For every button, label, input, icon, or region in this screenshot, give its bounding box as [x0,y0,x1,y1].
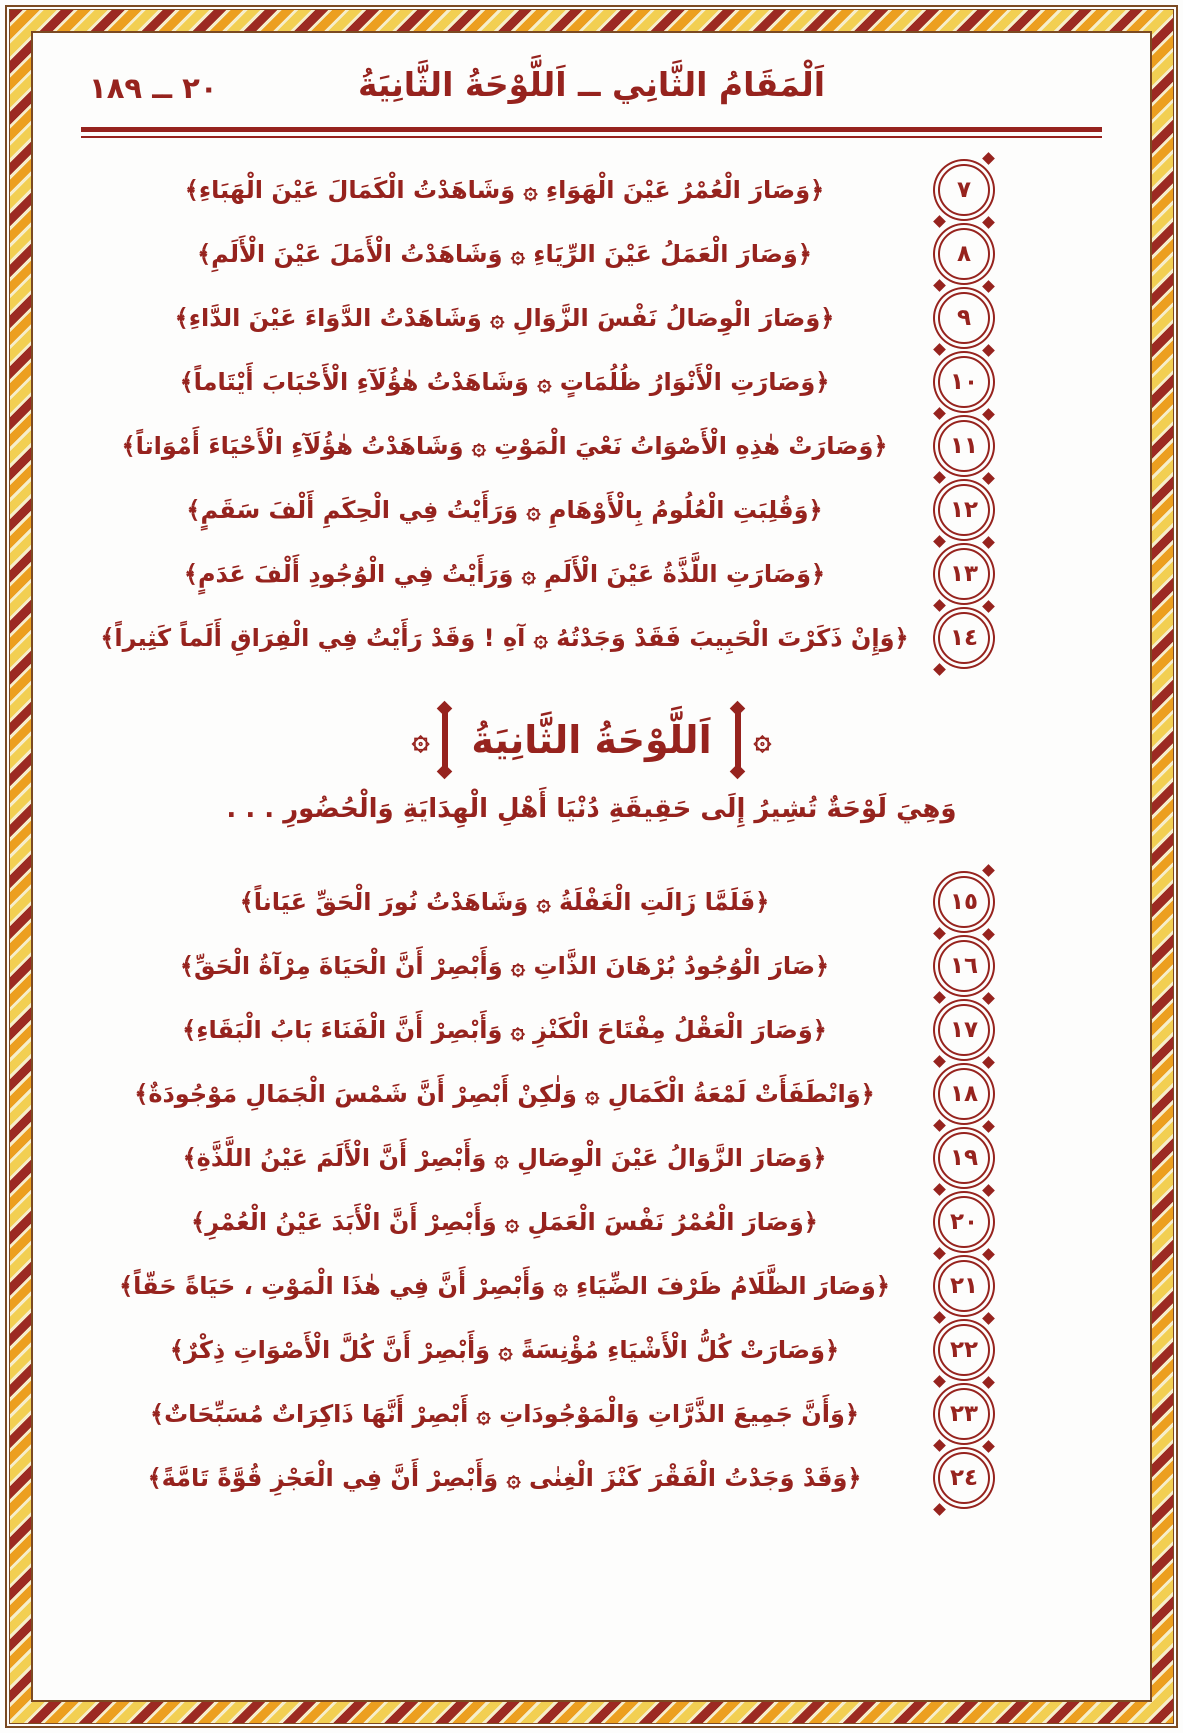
verse-number-medallion [938,1388,990,1440]
verse-number-medallion [938,1196,990,1248]
verse-text: ﴿وَصَارَ الْوِصَالُ نَفْسَ الزَّوَالِ ۞ وَشَاهَدْتُ الدَّوَاءَ عَيْنَ الدَّاءِ﴾ [174,303,835,332]
verse-number: ١٣ [949,560,979,587]
verse-row [81,1382,1102,1446]
verse-number-medallion [938,356,990,408]
verse-number: ٢٤ [949,1464,979,1491]
verse-row [81,1254,1102,1318]
rosette-icon: ۞ [753,722,772,757]
verse-number-medallion [938,1132,990,1184]
verse-row [81,934,1102,998]
verse-text: ﴿وَصَارَ الْعُمْرُ نَفْسَ الْعَمَلِ ۞ وَأَبْصِرْ أَنَّ الْأَبَدَ عَيْنُ الْعُمْرِ﴾ [191,1207,818,1236]
verse-row [81,1446,1102,1510]
verse-text: ﴿وَصَارَ الْعَقْلُ مِفْتَاحَ الْكَنْزِ ۞ وَأَبْصِرْ أَنَّ الْفَنَاءَ بَابُ الْبَقَاءِ﴾ [182,1015,827,1044]
verse-number-medallion [938,228,990,280]
rosette-icon: ۞ [411,722,430,757]
verse-row [81,1318,1102,1382]
ornament-bar-right [735,712,741,768]
verse-text: ﴿وَصَارَ الْعُمْرُ عَيْنَ الْهَوَاءِ ۞ وَشَاهَدْتُ الْكَمَالَ عَيْنَ الْهَبَاءِ﴾ [184,175,825,204]
verse-number: ١٥ [949,888,979,915]
verse-row [81,286,1102,350]
section-heading-text: اَللَّوْحَةُ الثَّانِيَةُ [471,718,712,762]
header-rule [81,127,1102,138]
verse-number-medallion [938,876,990,928]
verse-number-medallion [938,1452,990,1504]
verse-number-medallion [938,484,990,536]
verse-number: ١٩ [949,1144,979,1171]
verse-number-medallion [938,1260,990,1312]
verse-text: ﴿وَإِنْ ذَكَرْتَ الْحَبِيبَ فَقَدْ وَجَدْتُهُ ۞ آهِ ! وَقَدْ رَأَيْتُ فِي الْفِرَاقِ أَلَماً كَثِيراً﴾ [100,623,909,652]
verse-text: ﴿صَارَ الْوُجُودُ بُرْهَانَ الذَّاتِ ۞ وَأَبْصِرْ أَنَّ الْحَيَاةَ مِرْآةُ الْحَقِّ﴾ [179,951,830,980]
verse-row [81,1126,1102,1190]
verse-text: ﴿وَصَارَ الزَّوَالُ عَيْنَ الْوِصَالِ ۞ وَأَبْصِرْ أَنَّ الْأَلَمَ عَيْنُ اللَّذَّةِ﴾ [182,1143,827,1172]
verse-number-medallion [938,292,990,344]
verse-number-medallion [938,420,990,472]
verse-number: ١٧ [949,1016,979,1043]
verse-number-medallion [938,1004,990,1056]
decorative-border-frame [5,5,1178,1728]
verse-text: ﴿وَصَارَتْ هٰذِهِ الْأَصْوَاتُ نَعْيَ الْمَوْتِ ۞ وَشَاهَدْتُ هٰؤُلَآءِ الْأَحْيَاءَ أَمْوَاتاً﴾ [121,431,888,460]
verse-number: ٢٠ [949,1208,979,1235]
ornament-bar-left [442,712,448,768]
verse-number: ٢٢ [949,1336,979,1363]
verse-text: ﴿وَقَدْ وَجَدْتُ الْفَقْرَ كَنْزَ الْغِنٰى ۞ وَأَبْصِرْ أَنَّ فِي الْعَجْزِ قُوَّةً تَامَّةً﴾ [147,1463,862,1492]
section-subtitle: وَهِيَ لَوْحَةٌ تُشِيرُ إِلَى حَقِيقَةِ دُنْيَا أَهْلِ الْهِدَايَةِ وَالْحُضُورِ . . . [226,794,957,824]
page-number: ٢٠ ــ ١٨٩ [89,71,218,105]
verse-number: ١١ [949,432,979,459]
verse-number: ٧ [956,176,972,203]
verse-number: ١٠ [949,368,979,395]
verse-number: ١٢ [949,496,979,523]
verse-row [81,478,1102,542]
verses-block-1 [81,158,1102,670]
verse-number: ٢٣ [949,1400,979,1427]
page-content [31,31,1152,1702]
verse-number: ٢١ [949,1272,979,1299]
verse-row [81,1190,1102,1254]
verse-number-medallion [938,1324,990,1376]
verse-number-medallion [938,164,990,216]
section-heading [81,712,1102,768]
verse-number-medallion [938,548,990,600]
verse-row [81,414,1102,478]
verse-text: ﴿وَصَارَ الظَّلَامُ ظَرْفَ الضِّيَاءِ ۞ وَأَبْصِرْ أَنَّ فِي هٰذَا الْمَوْتِ ، حَيَاةً حَقّاً﴾ [119,1271,890,1300]
verse-row [81,998,1102,1062]
verse-row [81,542,1102,606]
verse-row [81,350,1102,414]
verse-number: ٨ [956,240,972,267]
verse-text: ﴿وَصَارَتِ الْأَنْوَارُ ظُلُمَاتٍ ۞ وَشَاهَدْتُ هٰؤُلَآءِ الْأَحْبَابَ أَيْتَاماً﴾ [179,367,830,396]
verse-row [81,870,1102,934]
verse-number-medallion [938,940,990,992]
verse-row [81,1062,1102,1126]
verse-text: ﴿وَصَارَ الْعَمَلُ عَيْنَ الرِّيَاءِ ۞ وَشَاهَدْتُ الْأَمَلَ عَيْنَ الْأَلَمِ﴾ [197,239,812,268]
border-chain-pattern [9,9,1174,1724]
verse-text: ﴿وَصَارَتْ كُلُّ الْأَشْيَاءِ مُؤْنِسَةً ۞ وَأَبْصِرْ أَنَّ كُلَّ الْأَصْوَاتِ ذِكْرٌ﴾ [169,1335,840,1364]
verse-text: ﴿وَقُلِبَتِ الْعُلُومُ بِالْأَوْهَامِ ۞ وَرَأَيْتُ فِي الْحِكَمِ أَلْفَ سَقَمٍ﴾ [186,495,823,524]
verse-row [81,158,1102,222]
page-header [81,61,1102,119]
verse-number: ١٤ [949,624,979,651]
verse-row [81,222,1102,286]
verse-text: ﴿وَصَارَتِ اللَّذَّةُ عَيْنَ الْأَلَمِ ۞ وَرَأَيْتُ فِي الْوُجُودِ أَلْفَ عَدَمٍ﴾ [183,559,826,588]
verse-text: ﴿وَأَنَّ جَمِيعَ الذَّرَّاتِ وَالْمَوْجُودَاتِ ۞ أَبْصِرْ أَنَّهَا ذَاكِرَاتٌ مُسَبِّحَاتٌ﴾ [150,1399,859,1428]
verse-number-medallion [938,612,990,664]
verse-number: ١٦ [949,952,979,979]
verses-block-2 [81,870,1102,1510]
page-title: اَلْمَقَامُ الثَّانِي ــ اَللَّوْحَةُ الثَّانِيَةُ [357,65,826,104]
verse-number: ١٨ [949,1080,979,1107]
verse-number-medallion [938,1068,990,1120]
verse-number: ٩ [956,304,972,331]
verse-text: ﴿وَانْطَفَأَتْ لَمْعَةُ الْكَمَالِ ۞ وَلٰكِنْ أَبْصِرْ أَنَّ شَمْسَ الْجَمَالِ مَوْجُودَةٌ﴾ [134,1079,875,1108]
verse-text: ﴿فَلَمَّا زَالَتِ الْغَفْلَةُ ۞ وَشَاهَدْتُ نُورَ الْحَقِّ عَيَاناً﴾ [239,887,770,916]
verse-row [81,606,1102,670]
